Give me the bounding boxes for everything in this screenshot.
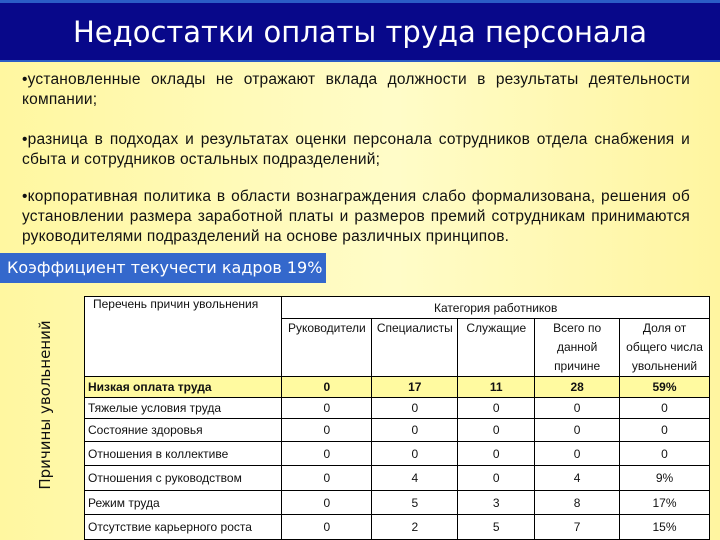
- value-cell: 17%: [620, 491, 710, 515]
- value-cell: 0: [535, 419, 620, 442]
- value-cell: 0: [282, 377, 372, 398]
- slide-title: Недостатки оплаты труда персонала: [0, 0, 720, 62]
- reason-cell: Тяжелые условия труда: [85, 398, 282, 419]
- value-cell: 28: [535, 377, 620, 398]
- value-cell: 0: [282, 419, 372, 442]
- value-cell: 0: [620, 398, 710, 419]
- value-cell: 0: [620, 419, 710, 442]
- value-cell: 0: [372, 442, 458, 466]
- value-cell: 0: [458, 466, 535, 491]
- value-cell: 59%: [620, 377, 710, 398]
- table-row: [85, 419, 710, 442]
- value-cell: 0: [282, 442, 372, 466]
- value-cell: 5: [372, 491, 458, 515]
- reason-cell: Отношения в коллективе: [85, 442, 282, 466]
- table-row: [85, 377, 710, 398]
- reason-cell: Отношения с руководством: [85, 466, 282, 491]
- category-header: Категория работников: [282, 297, 710, 319]
- table-row: [85, 442, 710, 466]
- column-header: Всего по данной причине: [535, 319, 620, 377]
- table-row: [85, 466, 710, 491]
- dismissal-table: [84, 296, 710, 540]
- value-cell: 0: [535, 398, 620, 419]
- turnover-label: Коэффициент текучести кадров 19%: [0, 253, 326, 283]
- value-cell: 0: [282, 515, 372, 540]
- value-cell: 11: [458, 377, 535, 398]
- value-cell: 5: [458, 515, 535, 540]
- reason-cell: Режим труда: [85, 491, 282, 515]
- value-cell: 0: [282, 398, 372, 419]
- table-row: [85, 398, 710, 419]
- value-cell: 0: [372, 419, 458, 442]
- reason-cell: Отсутствие карьерного роста: [85, 515, 282, 540]
- value-cell: 0: [372, 398, 458, 419]
- value-cell: 0: [282, 491, 372, 515]
- value-cell: 15%: [620, 515, 710, 540]
- value-cell: 0: [458, 398, 535, 419]
- value-cell: 7: [535, 515, 620, 540]
- bullet-evaluation: •разница в подходах и результатах оценки персонала сотрудников отдела снабжения и сбыта и сотрудников остальных подразделений;: [22, 131, 690, 168]
- value-cell: 17: [372, 377, 458, 398]
- value-cell: 0: [458, 419, 535, 442]
- column-header: Служащие: [458, 319, 535, 377]
- value-cell: 2: [372, 515, 458, 540]
- table-row: [85, 515, 710, 540]
- bullet-salaries: •установленные оклады не отражают вклада должности в результаты деятельности компании;: [22, 71, 690, 108]
- table-row: [85, 491, 710, 515]
- value-cell: 4: [372, 466, 458, 491]
- reasons-header: Перечень причин увольнения: [85, 297, 282, 377]
- value-cell: 0: [458, 442, 535, 466]
- value-cell: 0: [282, 466, 372, 491]
- column-header: Специалисты: [372, 319, 458, 377]
- bullet-policy: •корпоративная политика в области вознаграждения слабо формализована, решения об установлении размера заработной платы и размеров премий сотрудникам принимаются руководителями подразделений на основе различных принципов.: [22, 188, 690, 245]
- value-cell: 0: [535, 442, 620, 466]
- value-cell: 8: [535, 491, 620, 515]
- value-cell: 0: [620, 442, 710, 466]
- reason-cell: Низкая оплата труда: [85, 377, 282, 398]
- reason-cell: Состояние здоровья: [85, 419, 282, 442]
- column-header: Руководители: [282, 319, 372, 377]
- value-cell: 4: [535, 466, 620, 491]
- side-label: Причины увольнений: [36, 320, 54, 490]
- column-header: Доля от общего числа увольнений: [620, 319, 710, 377]
- value-cell: 3: [458, 491, 535, 515]
- value-cell: 9%: [620, 466, 710, 491]
